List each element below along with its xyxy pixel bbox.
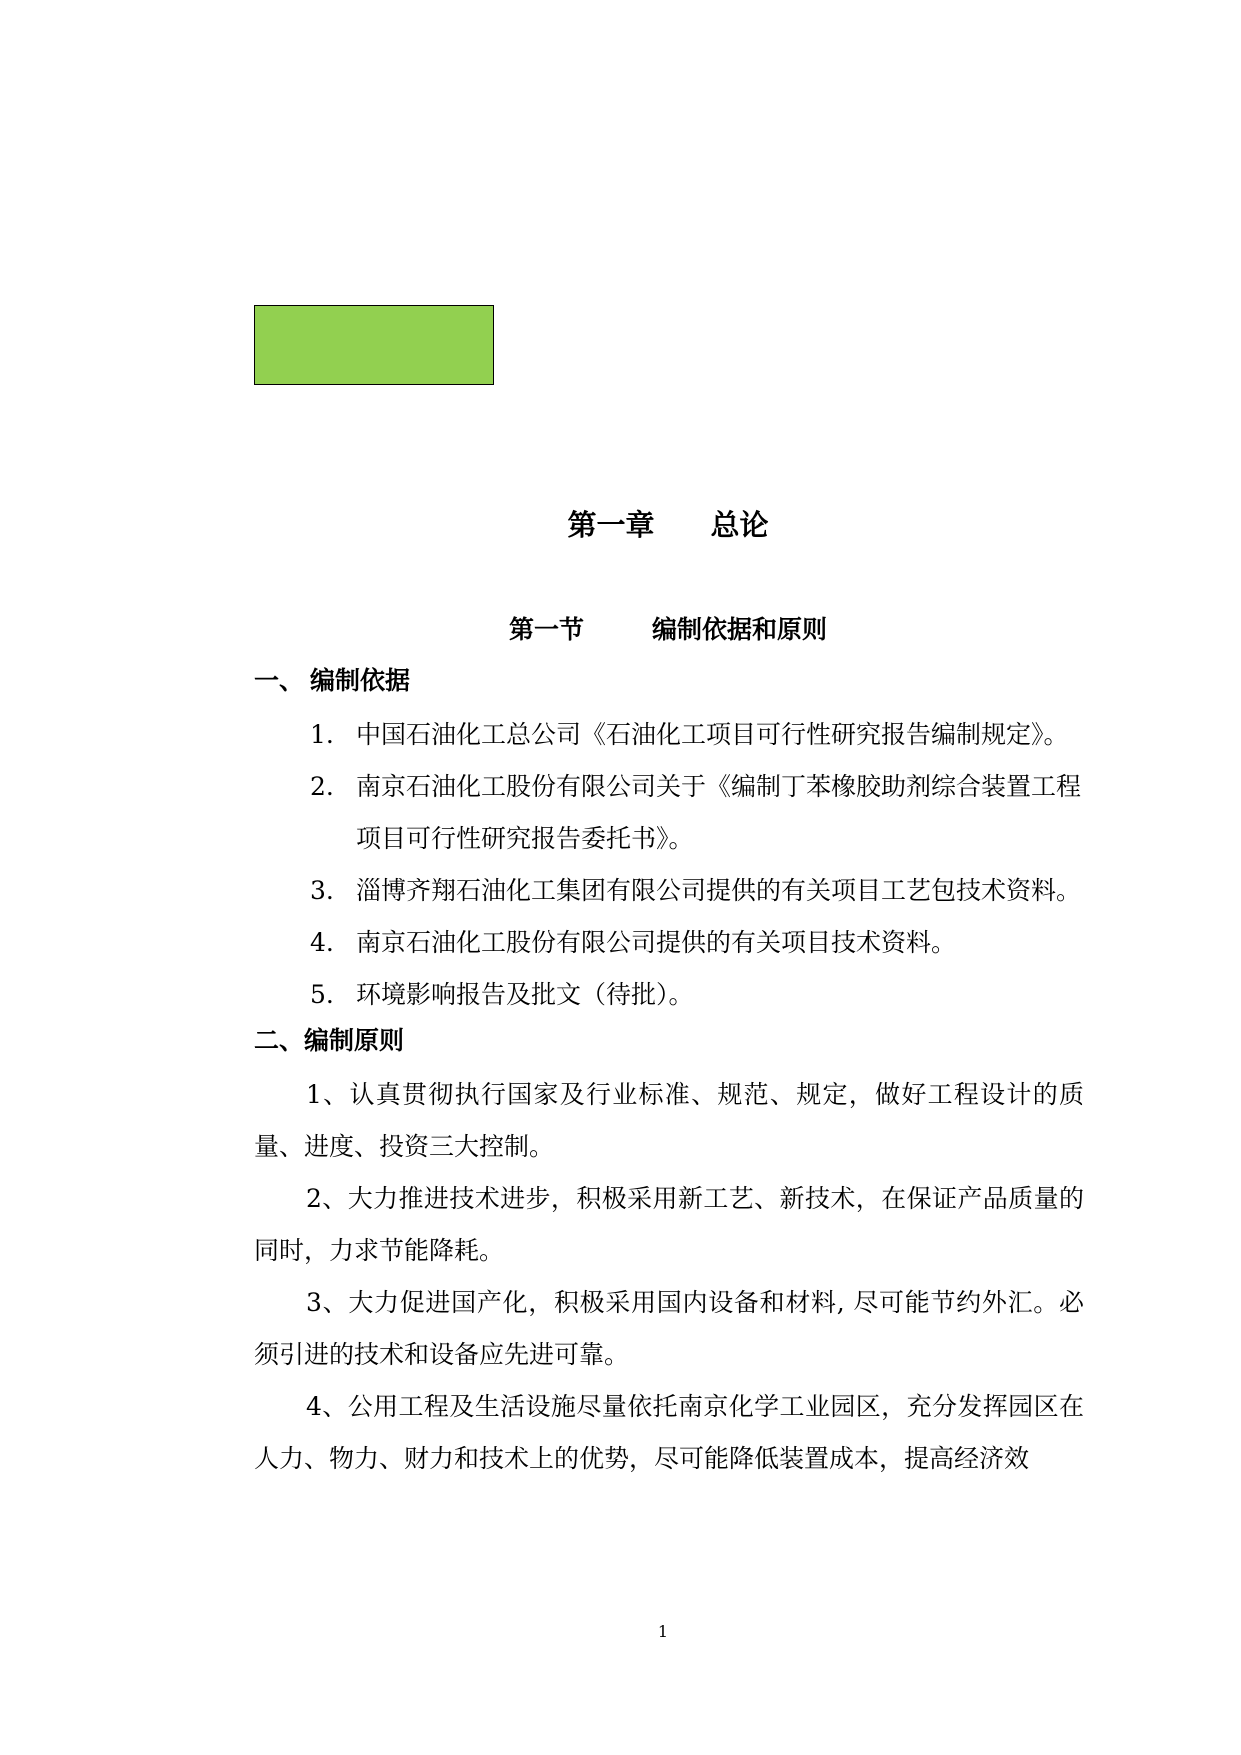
list-item-text: 淄博齐翔石油化工集团有限公司提供的有关项目工艺包技术资料。 — [356, 876, 1082, 905]
principle-paragraph: 4、公用工程及生活设施尽量依托南京化学工业园区，充分发挥园区在人力、物力、财力和技术上的优势，尽可能降低装置成本，提高经济效 — [254, 1392, 1084, 1473]
basis-list-item — [310, 917, 1090, 969]
list-item-text: 环境影响报告及批文（待批）。 — [356, 980, 694, 1009]
list-item-number: 3. — [310, 876, 334, 905]
principles-heading: 二、编制原则 — [254, 1026, 405, 1055]
page-number: 1 — [657, 1622, 669, 1641]
green-highlight-block — [254, 305, 494, 385]
section-label: 第一节 — [508, 615, 584, 644]
list-item-text: 南京石油化工股份有限公司关于《编制丁苯橡胶助剂综合装置工程项目可行性研究报告委托书》。 — [356, 772, 1082, 853]
basis-list-item — [310, 709, 1090, 761]
basis-list-item — [310, 761, 1090, 865]
basis-heading-text: 编制依据 — [310, 666, 411, 695]
section-name: 编制依据和原则 — [652, 615, 828, 644]
list-item-text: 中国石油化工总公司《石油化工项目可行性研究报告编制规定》。 — [356, 720, 1069, 749]
principle-paragraph: 3、大力促进国产化，积极采用国内设备和材料, 尽可能节约外汇。必须引进的技术和设备应先进可靠。 — [254, 1288, 1084, 1369]
basis-heading — [254, 663, 410, 699]
list-item-number: 5. — [310, 980, 334, 1009]
chapter-label: 第一章 — [567, 508, 655, 542]
basis-list-item — [310, 865, 1090, 917]
chapter-name: 总论 — [710, 508, 769, 542]
list-item-text: 南京石油化工股份有限公司提供的有关项目技术资料。 — [356, 928, 957, 957]
list-item-number: 4. — [310, 928, 334, 957]
chapter-title — [0, 505, 1241, 545]
list-item-number: 2. — [310, 772, 334, 801]
list-item-number: 1. — [310, 720, 334, 749]
principle-paragraph: 2、大力推进技术进步，积极采用新工艺、新技术，在保证产品质量的同时，力求节能降耗。 — [254, 1184, 1084, 1265]
section-title — [0, 612, 1241, 648]
basis-list-item — [310, 969, 1090, 1021]
basis-heading-number: 一、 — [254, 666, 305, 695]
principle-paragraph: 1、认真贯彻执行国家及行业标准、规范、规定，做好工程设计的质量、进度、投资三大控制。 — [254, 1080, 1084, 1161]
